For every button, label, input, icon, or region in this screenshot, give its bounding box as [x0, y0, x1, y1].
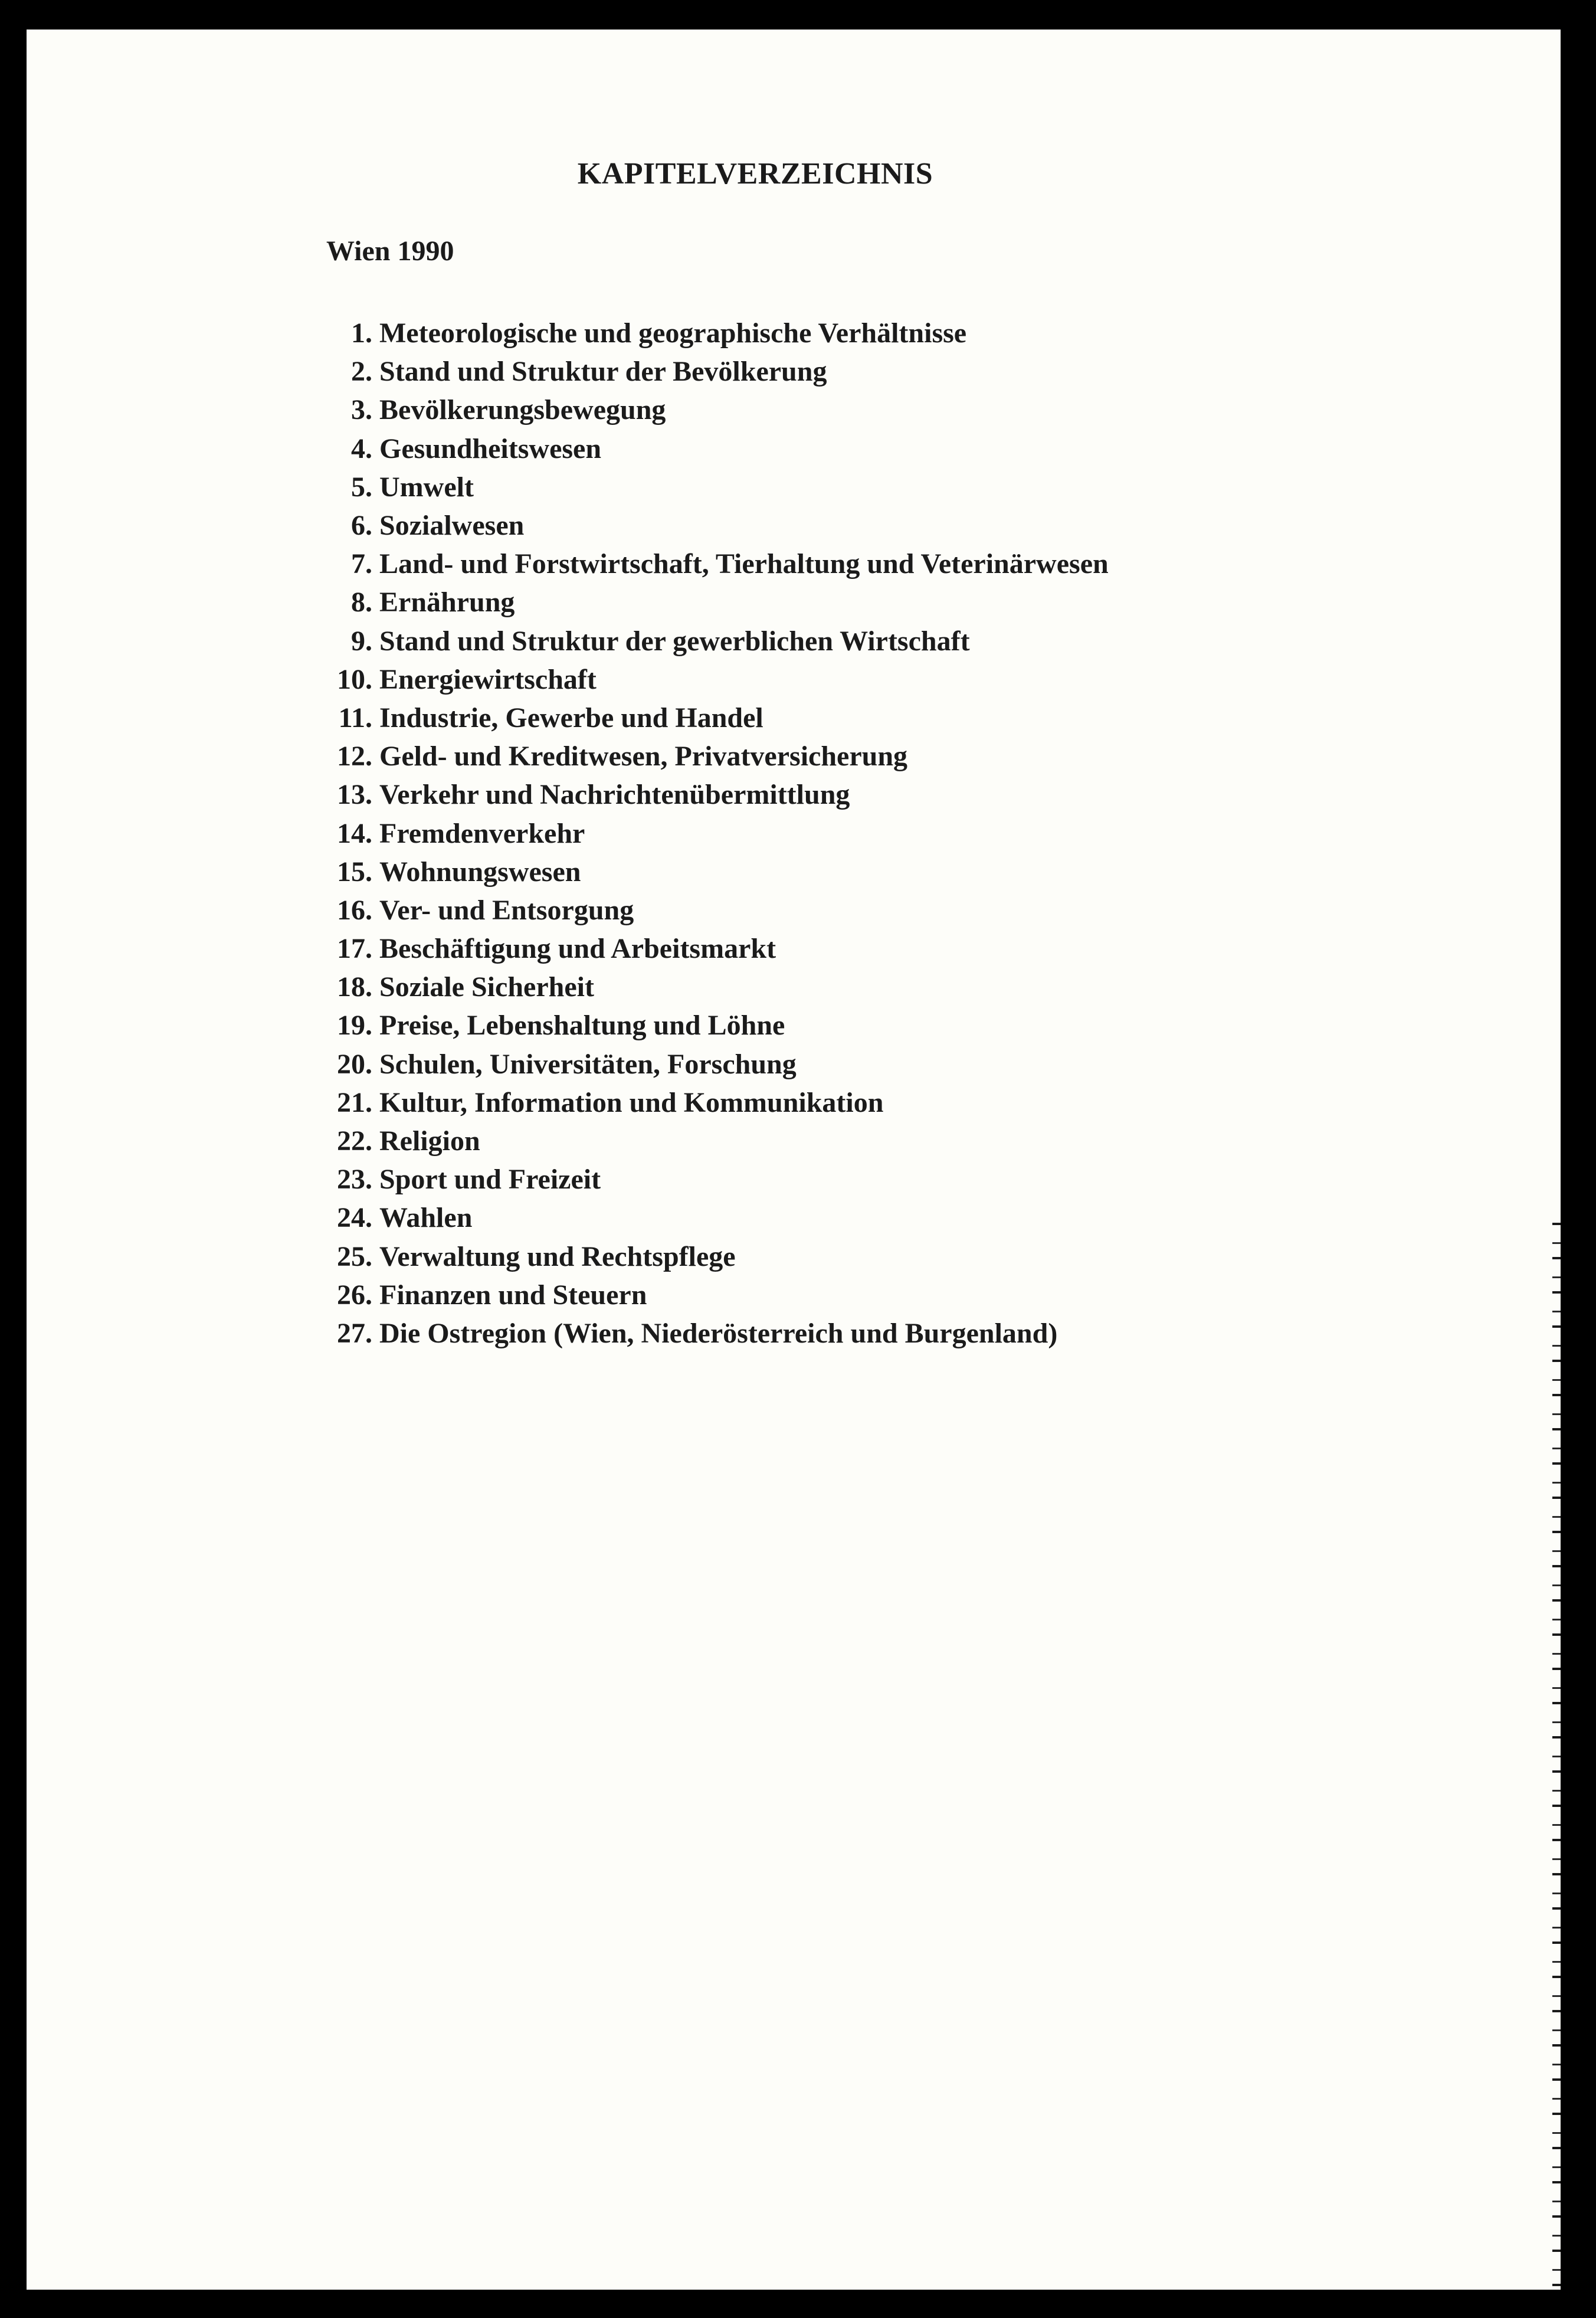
chapter-number: 6. — [351, 510, 372, 542]
chapter-label: Schulen, Universitäten, Forschung — [379, 1048, 797, 1080]
chapter-item — [304, 775, 1109, 814]
chapter-number: 23. — [337, 1164, 372, 1196]
chapter-number: 17. — [337, 933, 372, 965]
chapter-item — [304, 1199, 1109, 1237]
chapter-number: 9. — [351, 625, 372, 657]
chapter-item — [304, 891, 1109, 929]
chapter-label: Meteorologische und geographische Verhältnisse — [379, 317, 967, 349]
chapter-number: 10. — [337, 663, 372, 695]
chapter-label: Gesundheitswesen — [379, 433, 602, 464]
chapter-label: Verkehr und Nachrichtenübermittlung — [379, 779, 850, 811]
chapter-item — [304, 929, 1109, 968]
chapter-number: 20. — [337, 1048, 372, 1080]
chapter-item — [304, 391, 1109, 429]
chapter-number: 11. — [338, 702, 372, 734]
chapter-label: Land- und Forstwirtschaft, Tierhaltung und Veterinärwesen — [379, 548, 1109, 580]
page-title: KAPITELVERZEICHNIS — [577, 157, 933, 191]
chapter-number: 12. — [337, 741, 372, 772]
chapter-item — [304, 853, 1109, 891]
chapter-number: 21. — [337, 1086, 372, 1118]
chapter-label: Religion — [379, 1125, 480, 1157]
chapter-item — [304, 1237, 1109, 1276]
chapter-item — [304, 430, 1109, 468]
chapter-label: Ernährung — [379, 587, 515, 618]
chapter-label: Bevölkerungsbewegung — [379, 394, 666, 426]
chapter-number: 27. — [337, 1317, 372, 1349]
chapter-number: 8. — [351, 587, 372, 618]
chapter-item — [304, 468, 1109, 506]
chapter-number: 13. — [337, 779, 372, 811]
chapter-number: 3. — [351, 394, 372, 426]
chapter-item — [304, 1083, 1109, 1122]
chapter-label: Sozialwesen — [379, 510, 525, 542]
chapter-label: Soziale Sicherheit — [379, 971, 594, 1003]
chapter-number: 4. — [351, 433, 372, 464]
chapter-number: 7. — [351, 548, 372, 580]
chapter-item — [304, 1276, 1109, 1314]
chapter-label: Stand und Struktur der Bevölkerung — [379, 356, 827, 388]
chapter-number: 25. — [337, 1240, 372, 1272]
chapter-label: Preise, Lebenshaltung und Löhne — [379, 1010, 785, 1042]
chapter-label: Die Ostregion (Wien, Niederösterreich und Burgenland) — [379, 1317, 1058, 1349]
chapter-label: Verwaltung und Rechtspflege — [379, 1240, 736, 1272]
chapter-label: Industrie, Gewerbe und Handel — [379, 702, 763, 734]
chapter-label: Wahlen — [379, 1202, 473, 1234]
chapter-label: Ver- und Entsorgung — [379, 894, 634, 926]
chapter-label: Wohnungswesen — [379, 856, 581, 888]
chapter-item — [304, 699, 1109, 737]
chapter-item — [304, 1006, 1109, 1045]
chapter-item — [304, 968, 1109, 1006]
chapter-label: Kultur, Information und Kommunikation — [379, 1086, 884, 1118]
chapter-label: Stand und Struktur der gewerblichen Wirtschaft — [379, 625, 970, 657]
chapter-number: 1. — [351, 317, 372, 349]
chapter-item — [304, 314, 1109, 352]
chapter-number: 15. — [337, 856, 372, 888]
chapter-number: 14. — [337, 817, 372, 849]
chapter-label: Sport und Freizeit — [379, 1164, 601, 1196]
chapter-number: 5. — [351, 471, 372, 503]
chapter-item — [304, 506, 1109, 545]
chapter-item — [304, 1045, 1109, 1083]
chapter-label: Fremdenverkehr — [379, 817, 585, 849]
chapter-item — [304, 1122, 1109, 1160]
chapter-item — [304, 583, 1109, 621]
chapter-item — [304, 737, 1109, 775]
chapter-label: Geld- und Kreditwesen, Privatversicherung — [379, 741, 908, 772]
page-subtitle: Wien 1990 — [326, 235, 454, 267]
chapter-number: 26. — [337, 1279, 372, 1311]
chapter-item — [304, 622, 1109, 660]
chapter-number: 19. — [337, 1010, 372, 1042]
chapter-label: Finanzen und Steuern — [379, 1279, 647, 1311]
chapter-item — [304, 545, 1109, 583]
chapter-number: 16. — [337, 894, 372, 926]
chapter-number: 22. — [337, 1125, 372, 1157]
chapter-list — [304, 314, 1109, 1353]
chapter-number: 24. — [337, 1202, 372, 1234]
chapter-number: 18. — [337, 971, 372, 1003]
chapter-item — [304, 352, 1109, 391]
document-page — [27, 30, 1561, 2290]
torn-page-edge — [1552, 1210, 1561, 2290]
chapter-number: 2. — [351, 356, 372, 388]
chapter-item — [304, 1160, 1109, 1199]
chapter-label: Umwelt — [379, 471, 474, 503]
chapter-label: Energiewirtschaft — [379, 663, 597, 695]
chapter-item — [304, 1314, 1109, 1353]
chapter-label: Beschäftigung und Arbeitsmarkt — [379, 933, 776, 965]
chapter-item — [304, 660, 1109, 699]
chapter-item — [304, 814, 1109, 852]
